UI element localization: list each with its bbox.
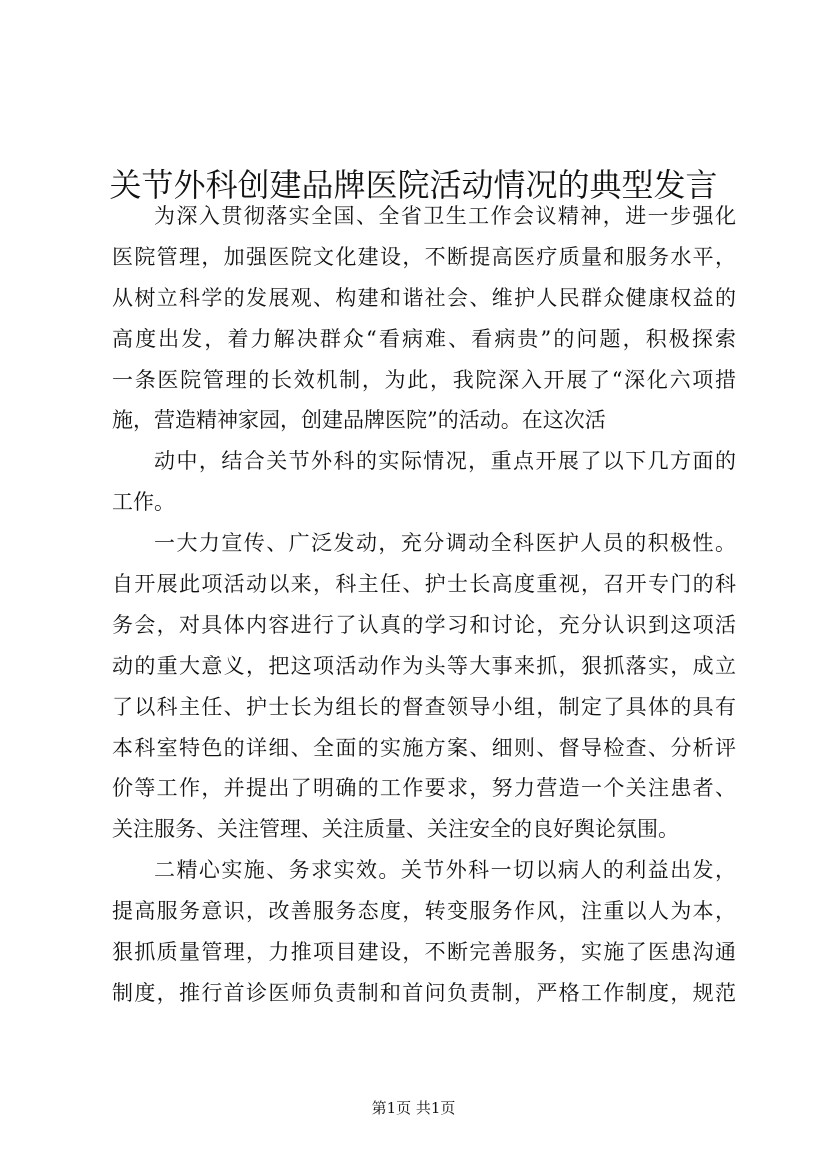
body-line: 施，营造精神家园，创建品牌医院”的活动。在这次活 (112, 408, 606, 433)
body-line: 动中，结合关节外科的实际情况，重点开展了以下几方面的 (154, 449, 736, 474)
page-number: 第1页 共1页 (371, 1099, 456, 1117)
body-line: 关注服务、关注管理、关注质量、关注安全的良好舆论氛围。 (112, 817, 679, 842)
body-line: 高度出发，着力解决群众“看病难、看病贵”的问题，积极探索 (112, 326, 736, 351)
document-body (112, 196, 736, 1014)
document-title: 关节外科创建品牌医院活动情况的典型发言 (109, 166, 718, 205)
body-line: 一条医院管理的长效机制，为此，我院深入开展了“深化六项措 (112, 367, 736, 392)
body-line: 一大力宣传、广泛发动，充分调动全科医护人员的积极性。 (154, 531, 736, 556)
body-line: 了以科主任、护士长为组长的督查领导小组，制定了具体的具有 (112, 694, 736, 719)
body-line: 狠抓质量管理，力推项目建设，不断完善服务，实施了医患沟通 (112, 940, 736, 965)
body-line: 工作。 (112, 490, 175, 515)
page-footer (0, 1098, 827, 1118)
body-line: 医院管理，加强医院文化建设，不断提高医疗质量和服务水平， (112, 244, 736, 269)
body-line: 为深入贯彻落实全国、全省卫生工作会议精神，进一步强化 (154, 204, 736, 228)
body-line: 本科室特色的详细、全面的实施方案、细则、督导检查、分析评 (112, 735, 736, 760)
body-line: 务会，对具体内容进行了认真的学习和讨论，充分认识到这项活 (112, 612, 736, 637)
body-line: 二精心实施、务求实效。关节外科一切以病人的利益出发， (154, 858, 736, 883)
body-line: 自开展此项活动以来，科主任、护士长高度重视，召开专门的科 (112, 572, 736, 597)
body-line: 制度，推行首诊医师负责制和首问负责制，严格工作制度，规范 (112, 980, 736, 1005)
body-line: 价等工作，并提出了明确的工作要求，努力营造一个关注患者、 (112, 776, 736, 801)
body-line: 从树立科学的发展观、构建和谐社会、维护人民群众健康权益的 (112, 285, 736, 310)
body-line: 动的重大意义，把这项活动作为头等大事来抓，狠抓落实，成立 (112, 653, 736, 678)
body-line: 提高服务意识，改善服务态度，转变服务作风，注重以人为本， (112, 899, 736, 924)
